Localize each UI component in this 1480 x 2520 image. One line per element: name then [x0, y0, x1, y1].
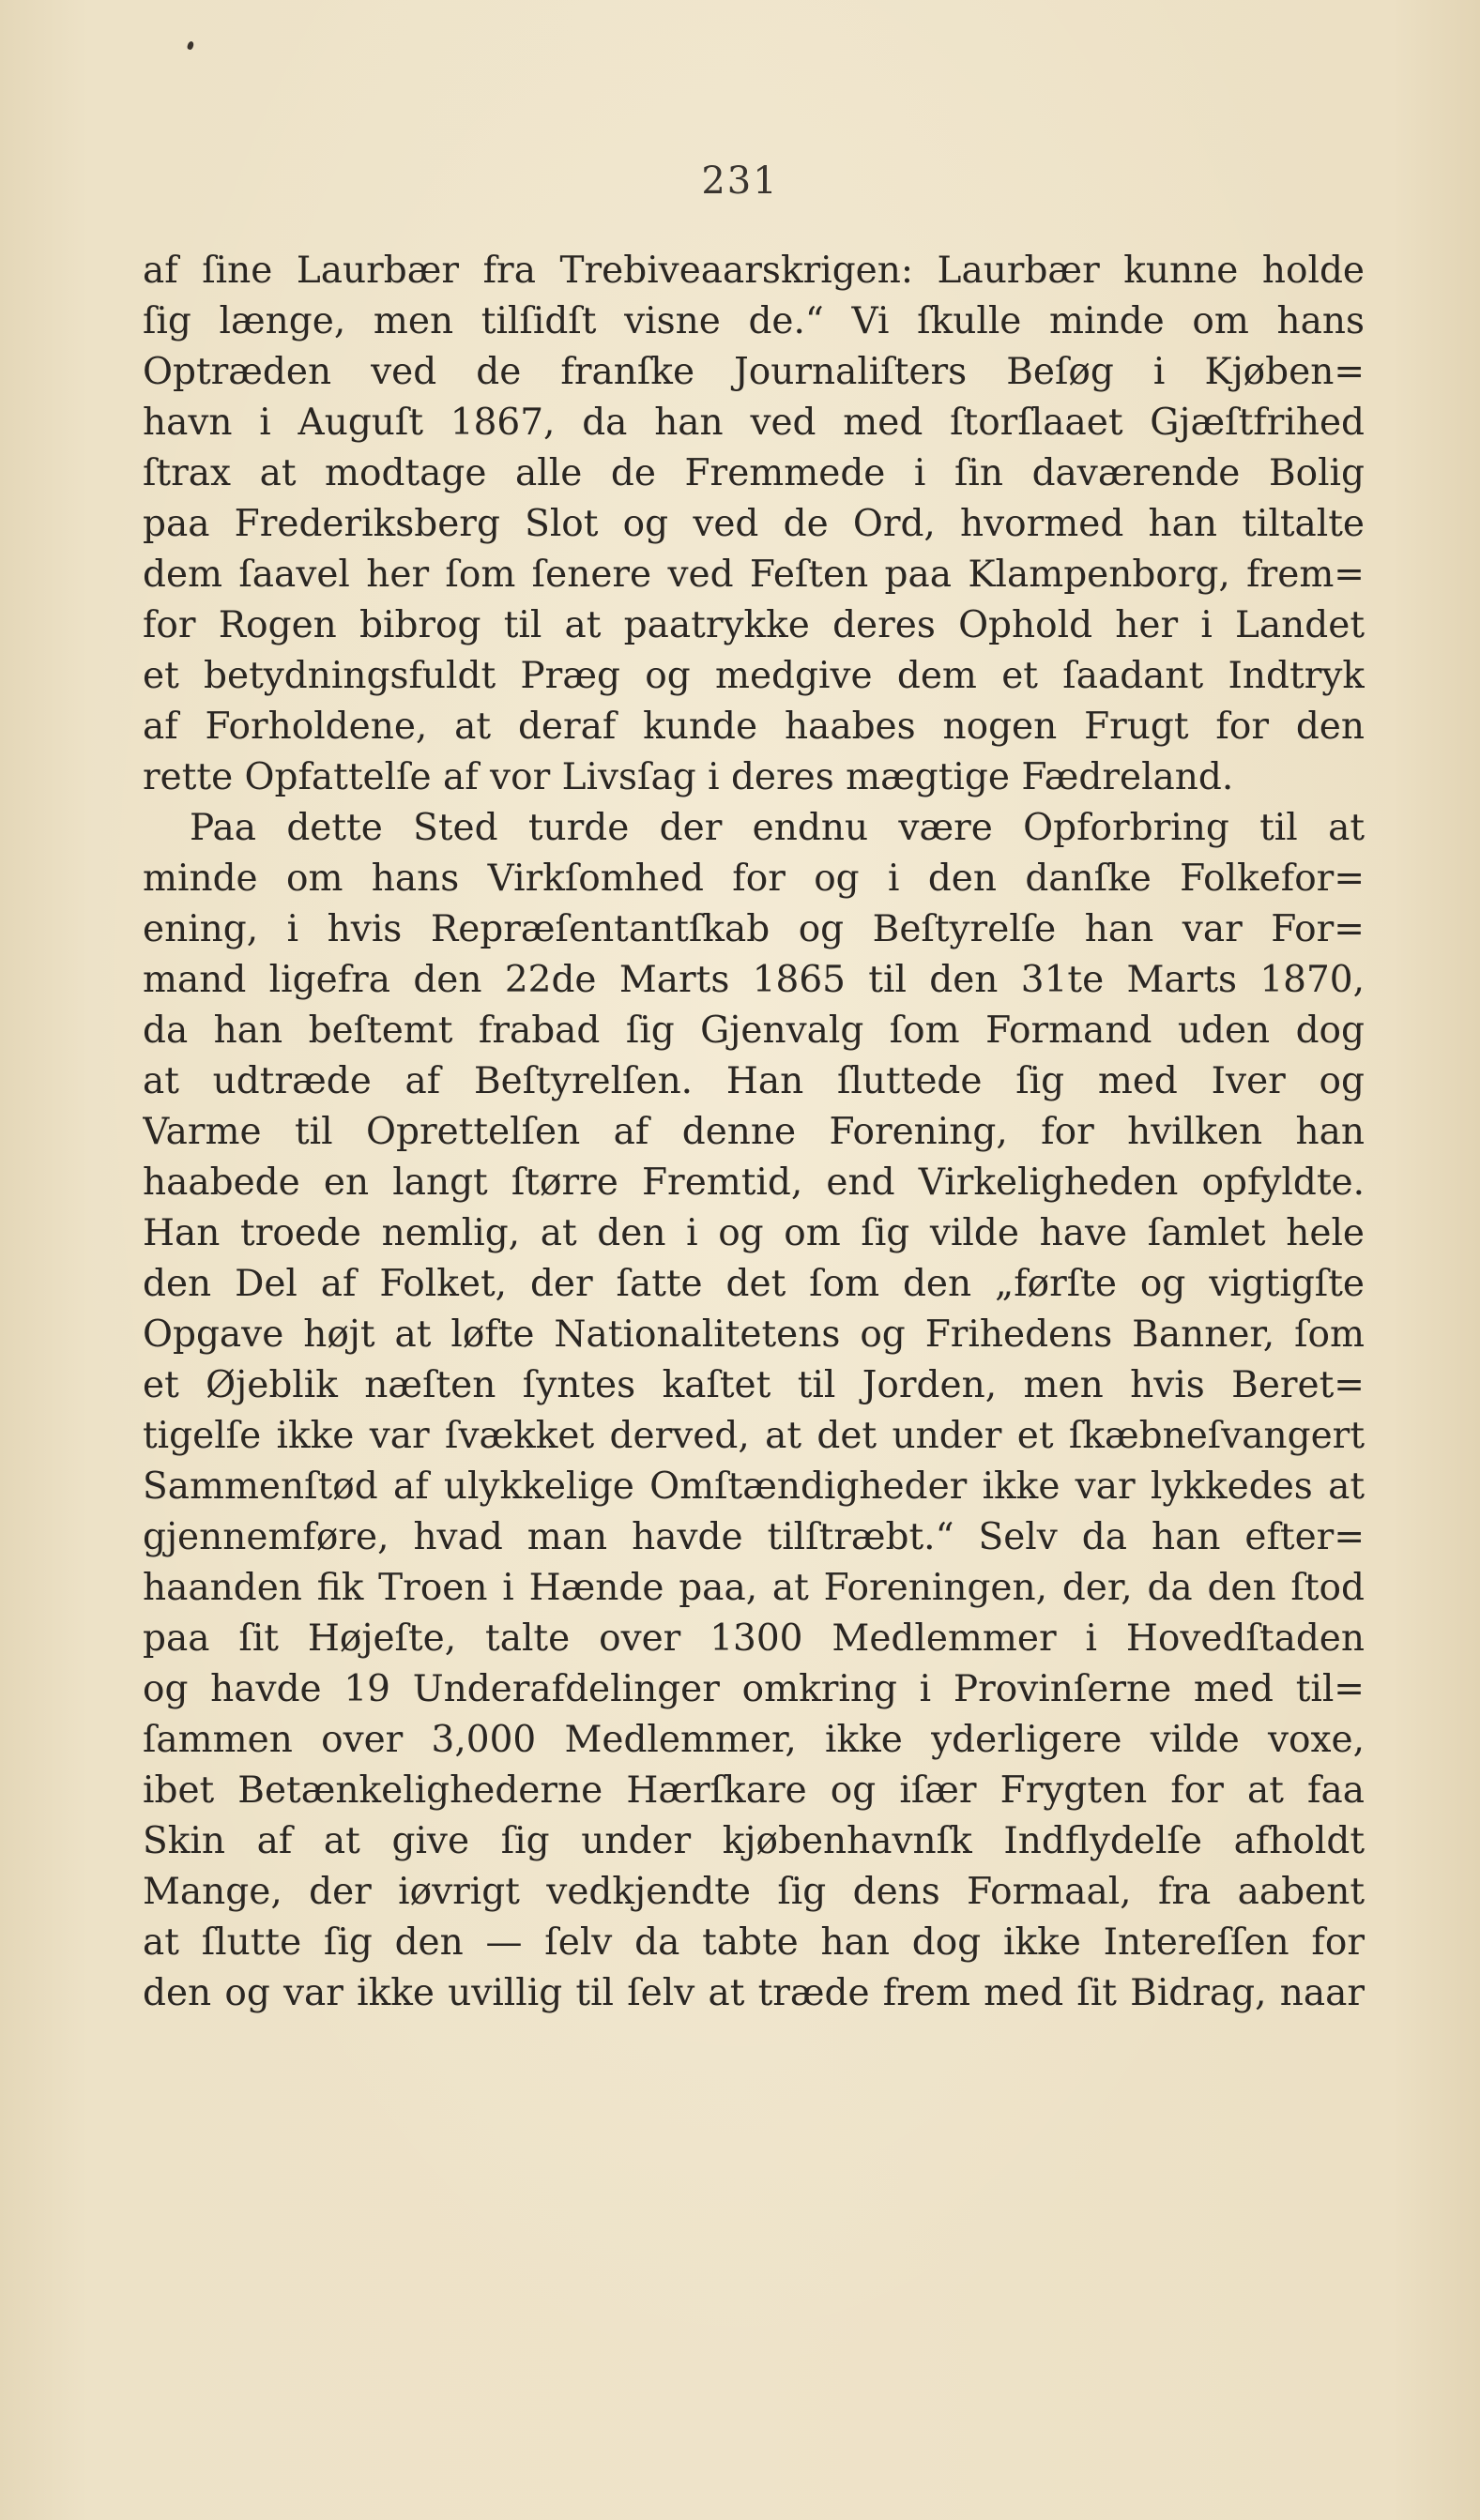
- text-line: et Øjeblik næſten ſyntes kaſtet til Jorden, men hvis Beret=: [143, 1364, 1365, 1406]
- text-line: ſig længe, men tilſidſt visne de.“ Vi ſkulle minde om hans: [143, 300, 1365, 342]
- text-line: at ſlutte ſig den — ſelv da tabte han dog ikke Intereſſen for: [143, 1921, 1365, 1964]
- page-number: 231: [701, 159, 779, 203]
- text-line: den og var ikke uvillig til ſelv at træde frem med ſit Bidrag, naar: [143, 1972, 1365, 2014]
- text-line: Paa dette Sted turde der endnu være Opforbring til at: [190, 807, 1365, 849]
- text-line: af ſine Laurbær fra Trebiveaarskrigen: Laurbær kunne holde: [143, 250, 1365, 292]
- text-line: den Del af Folket, der ſatte det ſom den „førſte og vigtigſte: [143, 1263, 1365, 1305]
- text-line: gjennemføre, hvad man havde tilſtræbt.“ Selv da han efter=: [143, 1516, 1365, 1558]
- text-line: et betydningsfuldt Præg og medgive dem et ſaadant Indtryk: [143, 655, 1365, 697]
- text-line: Han troede nemlig, at den i og om ſig vilde have ſamlet hele: [143, 1212, 1365, 1254]
- text-line: Sammenſtød af ulykkelige Omſtændigheder ikke var lykkedes at: [143, 1465, 1365, 1508]
- text-line: mand ligefra den 22de Marts 1865 til den 31te Marts 1870,: [143, 959, 1365, 1001]
- text-line: dem ſaavel her ſom ſenere ved Feſten paa Klampenborg, frem=: [143, 554, 1365, 596]
- text-line: Mange, der iøvrigt vedkjendte ſig dens Formaal, fra aabent: [143, 1871, 1365, 1913]
- text-line: minde om hans Virkſomhed for og i den danſke Folkefor=: [143, 858, 1365, 900]
- text-line: at udtræde af Beſtyrelſen. Han ſluttede ſig med Iver og: [143, 1060, 1365, 1102]
- text-line: havn i Auguſt 1867, da han ved med ſtorſlaaet Gjæſtfrihed: [143, 402, 1365, 444]
- text-line: Opgave højt at løfte Nationalitetens og Frihedens Banner, ſom: [143, 1313, 1365, 1356]
- body-text: [143, 246, 1365, 2019]
- text-line: Varme til Oprettelſen af denne Forening, for hvilken han: [143, 1111, 1365, 1153]
- text-line: haanden fik Troen i Hænde paa, at Foreningen, der, da den ſtod: [143, 1567, 1365, 1609]
- text-line: paa Frederiksberg Slot og ved de Ord, hvormed han tiltalte: [143, 503, 1365, 545]
- text-line: for Rogen bibrog til at paatrykke deres Ophold her i Landet: [143, 604, 1365, 646]
- text-line: paa ſit Højeſte, talte over 1300 Medlemmer i Hovedſtaden: [143, 1617, 1365, 1660]
- text-line: ſammen over 3,000 Medlemmer, ikke yderligere vilde voxe,: [143, 1719, 1365, 1761]
- text-line: og havde 19 Underafdelinger omkring i Provinſerne med til=: [143, 1668, 1365, 1710]
- text-line: af Forholdene, at deraf kunde haabes nogen Frugt for den: [143, 706, 1365, 748]
- ink-speck: [187, 40, 195, 51]
- text-line: ſtrax at modtage alle de Fremmede i ſin daværende Bolig: [143, 452, 1365, 494]
- text-line: ibet Betænkelighederne Hærſkare og iſær Frygten for at faa: [143, 1769, 1365, 1812]
- text-line: rette Opfattelſe af vor Livsſag i deres mægtige Fædreland.: [143, 756, 1234, 798]
- text-line: tigelſe ikke var ſvækket derved, at det under et ſkæbneſvangert: [143, 1415, 1365, 1457]
- text-line: Optræden ved de franſke Journaliſters Beſøg i Kjøben=: [143, 351, 1365, 393]
- text-line: da han beſtemt frabad ſig Gjenvalg ſom Formand uden dog: [143, 1010, 1365, 1052]
- text-line: ening, i hvis Repræſentantſkab og Beſtyrelſe han var For=: [143, 908, 1365, 950]
- text-line: haabede en langt ſtørre Fremtid, end Virkeligheden opfyldte.: [143, 1161, 1365, 1204]
- text-line: Skin af at give ſig under kjøbenhavnſk Indflydelſe afholdt: [143, 1820, 1365, 1862]
